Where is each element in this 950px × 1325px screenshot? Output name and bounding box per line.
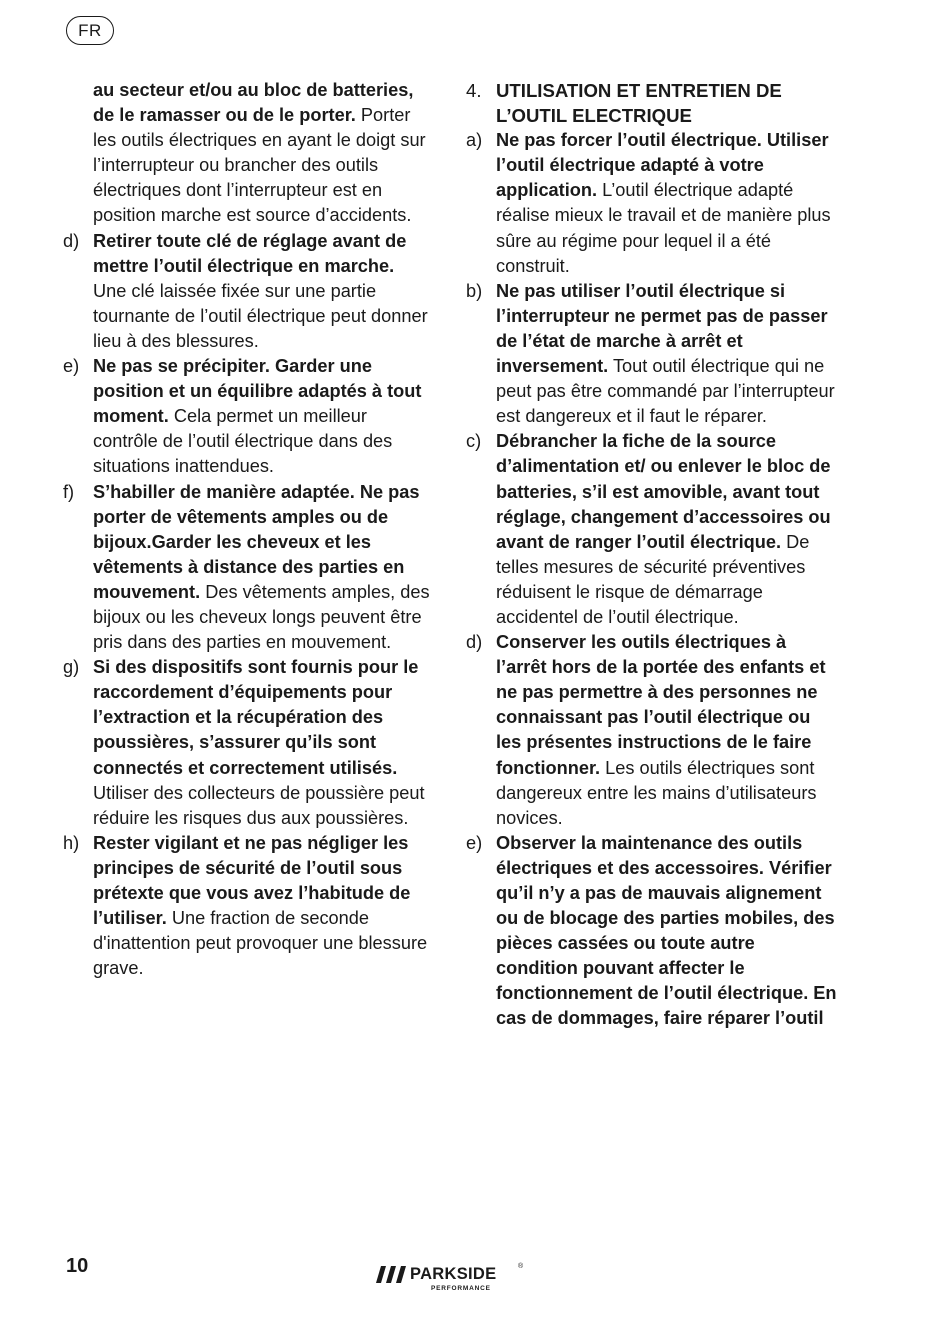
item-bold-text: Ne pas utiliser l’outil électrique si l’interrupteur ne permet pas de passer de l’état de marche à arrêt et inversement. [496,280,828,377]
list-item-a [463,128,838,279]
item-marker: g) [63,657,80,678]
list-item-d [463,630,838,831]
item-marker: e) [466,832,483,853]
list-item-h [60,831,432,982]
left-column [60,78,432,981]
brand-name: PARKSIDE [410,1265,497,1283]
list-item-continued [60,78,432,229]
item-body-text: Porter les outils électriques en ayant le doigt sur l’interrupteur ou brancher des outils électriques dont l’interrupteur est en position marche est source d’accidents. [93,105,426,226]
item-bold-text: S’habiller de manière adaptée. Ne pas porter de vêtements amples ou de bijoux.Garder les cheveux et les vêtements à distance des parties en mouvement. [93,481,420,602]
item-body-text: Les outils électriques sont dangereux entre les mains d’utilisateurs novices. [496,757,817,828]
language-badge [66,16,114,45]
item-marker: d) [466,632,483,653]
item-bold-text: au secteur et/ou au bloc de batteries, de le ramasser ou de le porter. [93,80,414,126]
item-marker: d) [63,230,80,251]
item-marker: c) [466,431,482,452]
list-item-g [60,655,432,831]
section-title: UTILISATION ET ENTRETIEN DE L’OUTIL ELECTRIQUE [496,80,782,127]
brand-registered-mark: ® [518,1263,524,1270]
page-number: 10 [66,1255,89,1277]
list-item-c [463,429,838,630]
right-column [463,78,838,1032]
item-bold-text: Ne pas forcer l’outil électrique. Utiliser l’outil électrique adapté à votre application. [496,130,829,201]
item-marker: b) [466,280,483,301]
item-body-text: De telles mesures de sécurité préventives réduisent le risque de démarrage accidentel de l’outil électrique. [496,531,810,627]
item-marker: e) [63,356,80,377]
brand-subtitle: PERFORMANCE [431,1285,491,1292]
item-bold-text: Rester vigilant et ne pas négliger les principes de sécurité de l’outil sous prétexte que vous avez l’habitude de l’utiliser. [93,832,411,929]
item-bold-text: Observer la maintenance des outils électriques et des accessoires. Vérifier qu’il n’y a pas de mauvais alignement ou de blocage des parties mobiles, des pièces cassées ou toute autre condition pouvant affecter le fonctionnement de l’outil électrique. En cas de dommages, faire réparer l’outil [496,832,837,1029]
list-item-e [463,831,838,1032]
section-heading [463,78,838,128]
item-body-text: Des vêtements amples, des bijoux ou les cheveux longs peuvent être pris dans des parties en mouvement. [93,581,430,653]
section-number: 4. [466,80,482,101]
brand-slashes-icon [376,1266,406,1283]
language-code: FR [78,20,102,40]
item-bold-text: Si des dispositifs sont fournis pour le raccordement d’équipements pour l’extraction et la récupération des poussières, s’assurer qu’ils sont connectés et correctement utilisés. [93,657,419,778]
item-bold-text: Débrancher la fiche de la source d’alimentation et/ ou enlever le bloc de batteries, s’il est amovible, avant tout réglage, changement d’accessoires ou avant de ranger l’outil électrique. [496,431,831,552]
item-body-text: Une clé laissée fixée sur une partie tournante de l’outil électrique peut donner lieu à des blessures. [93,280,428,351]
item-body-text: L’outil électrique adapté réalise mieux le travail et de manière plus sûre au régime pour lequel il a été construit. [496,180,831,276]
item-bold-text: Ne pas se précipiter. Garder une position et un équilibre adaptés à tout moment. [93,356,422,427]
item-body-text: Une fraction de seconde d'inattention peut provoquer une blessure grave. [93,908,428,979]
item-body-text: Utiliser des collecteurs de poussière peut réduire les risques dus aux poussières. [93,782,425,828]
item-marker: h) [63,832,80,853]
parkside-logo [376,1264,526,1300]
item-marker: a) [466,130,483,151]
item-marker: f) [63,481,75,502]
list-item-b [463,279,838,430]
item-bold-text: Retirer toute clé de réglage avant de mettre l’outil électrique en marche. [93,230,407,276]
item-body-text: Tout outil électrique qui ne peut pas être commandé par l’interrupteur est dangereux et il faut le réparer. [496,356,835,427]
list-item-e [60,354,432,479]
list-item-d [60,229,432,354]
list-item-f [60,480,432,656]
item-bold-text: Conserver les outils électriques à l’arrêt hors de la portée des enfants et ne pas permettre à des personnes ne connaissant pas l’outil électrique ou les présentes instructions de le faire fonctionner. [496,632,826,778]
item-body-text: Cela permet un meilleur contrôle de l’outil électrique dans des situations inattendues. [93,406,393,477]
